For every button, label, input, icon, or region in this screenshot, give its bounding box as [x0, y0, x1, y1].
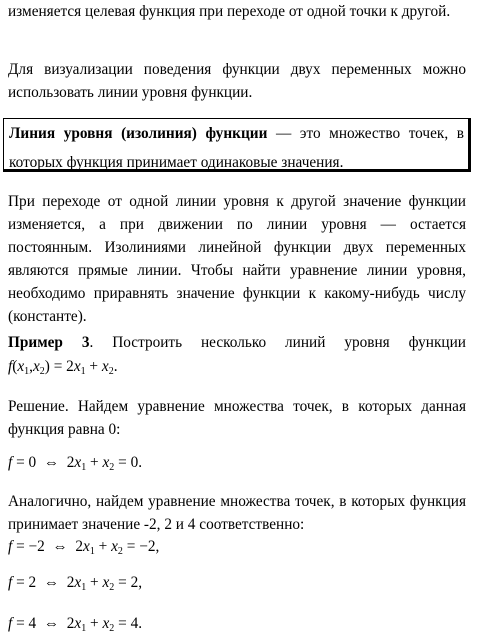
solution-paragraph: Решение. Найдем уравнение множества точек, в которых данная функция равна 0:: [8, 398, 466, 438]
visualization-paragraph: Для визуализации поведения функции двух переменных можно использовать линии уровня функции.: [8, 61, 466, 101]
equation-f-zero: f = 0 ⇔ $2x_1 + x_2 = 0$.: [8, 454, 143, 473]
example-text: . Построить несколько линий уровня функции: [89, 334, 466, 351]
analog-paragraph: Аналогично, найдем уравнение множества точек, в которых функция принимает значение -2, 2 и 4 соответственно:: [8, 493, 466, 533]
example-paragraph: [8, 331, 466, 354]
definition-box: [3, 118, 471, 172]
definition-body: — это множество точек, в которых функция принимает одинаковые значения.: [9, 125, 464, 171]
intro-paragraph: изменяется целевая функция при переходе от одной точки к другой.: [8, 3, 451, 20]
function-formula: $f(x_1,x_2) = 2x_1 + x_2$.: [8, 358, 118, 377]
level-lines-paragraph: При переходе от одной линии уровня к другой значение функции изменяется, а при движении по линии уровня — остается постоянным. Изолиниями линейной функции двух переменных являются прямые линии. Чтобы найти уравнение линии уровня, необходимо приравнять значение функции к какому-нибудь числу (константе).: [8, 193, 466, 325]
equation-f-two: f = 2 ⇔ $2x_1 + x_2 = 2$,: [8, 574, 143, 593]
definition-term: Линия уровня (изолиния) функции: [9, 125, 268, 142]
equation-f-minus-two: f = −2 ⇔ $2x_1 + x_2 = -2$,: [8, 538, 160, 557]
equation-f-four: f = 4 ⇔ $2x_1 + x_2 = 4$.: [8, 615, 143, 634]
example-label: Пример 3: [8, 334, 90, 351]
definition-text: [9, 119, 464, 177]
